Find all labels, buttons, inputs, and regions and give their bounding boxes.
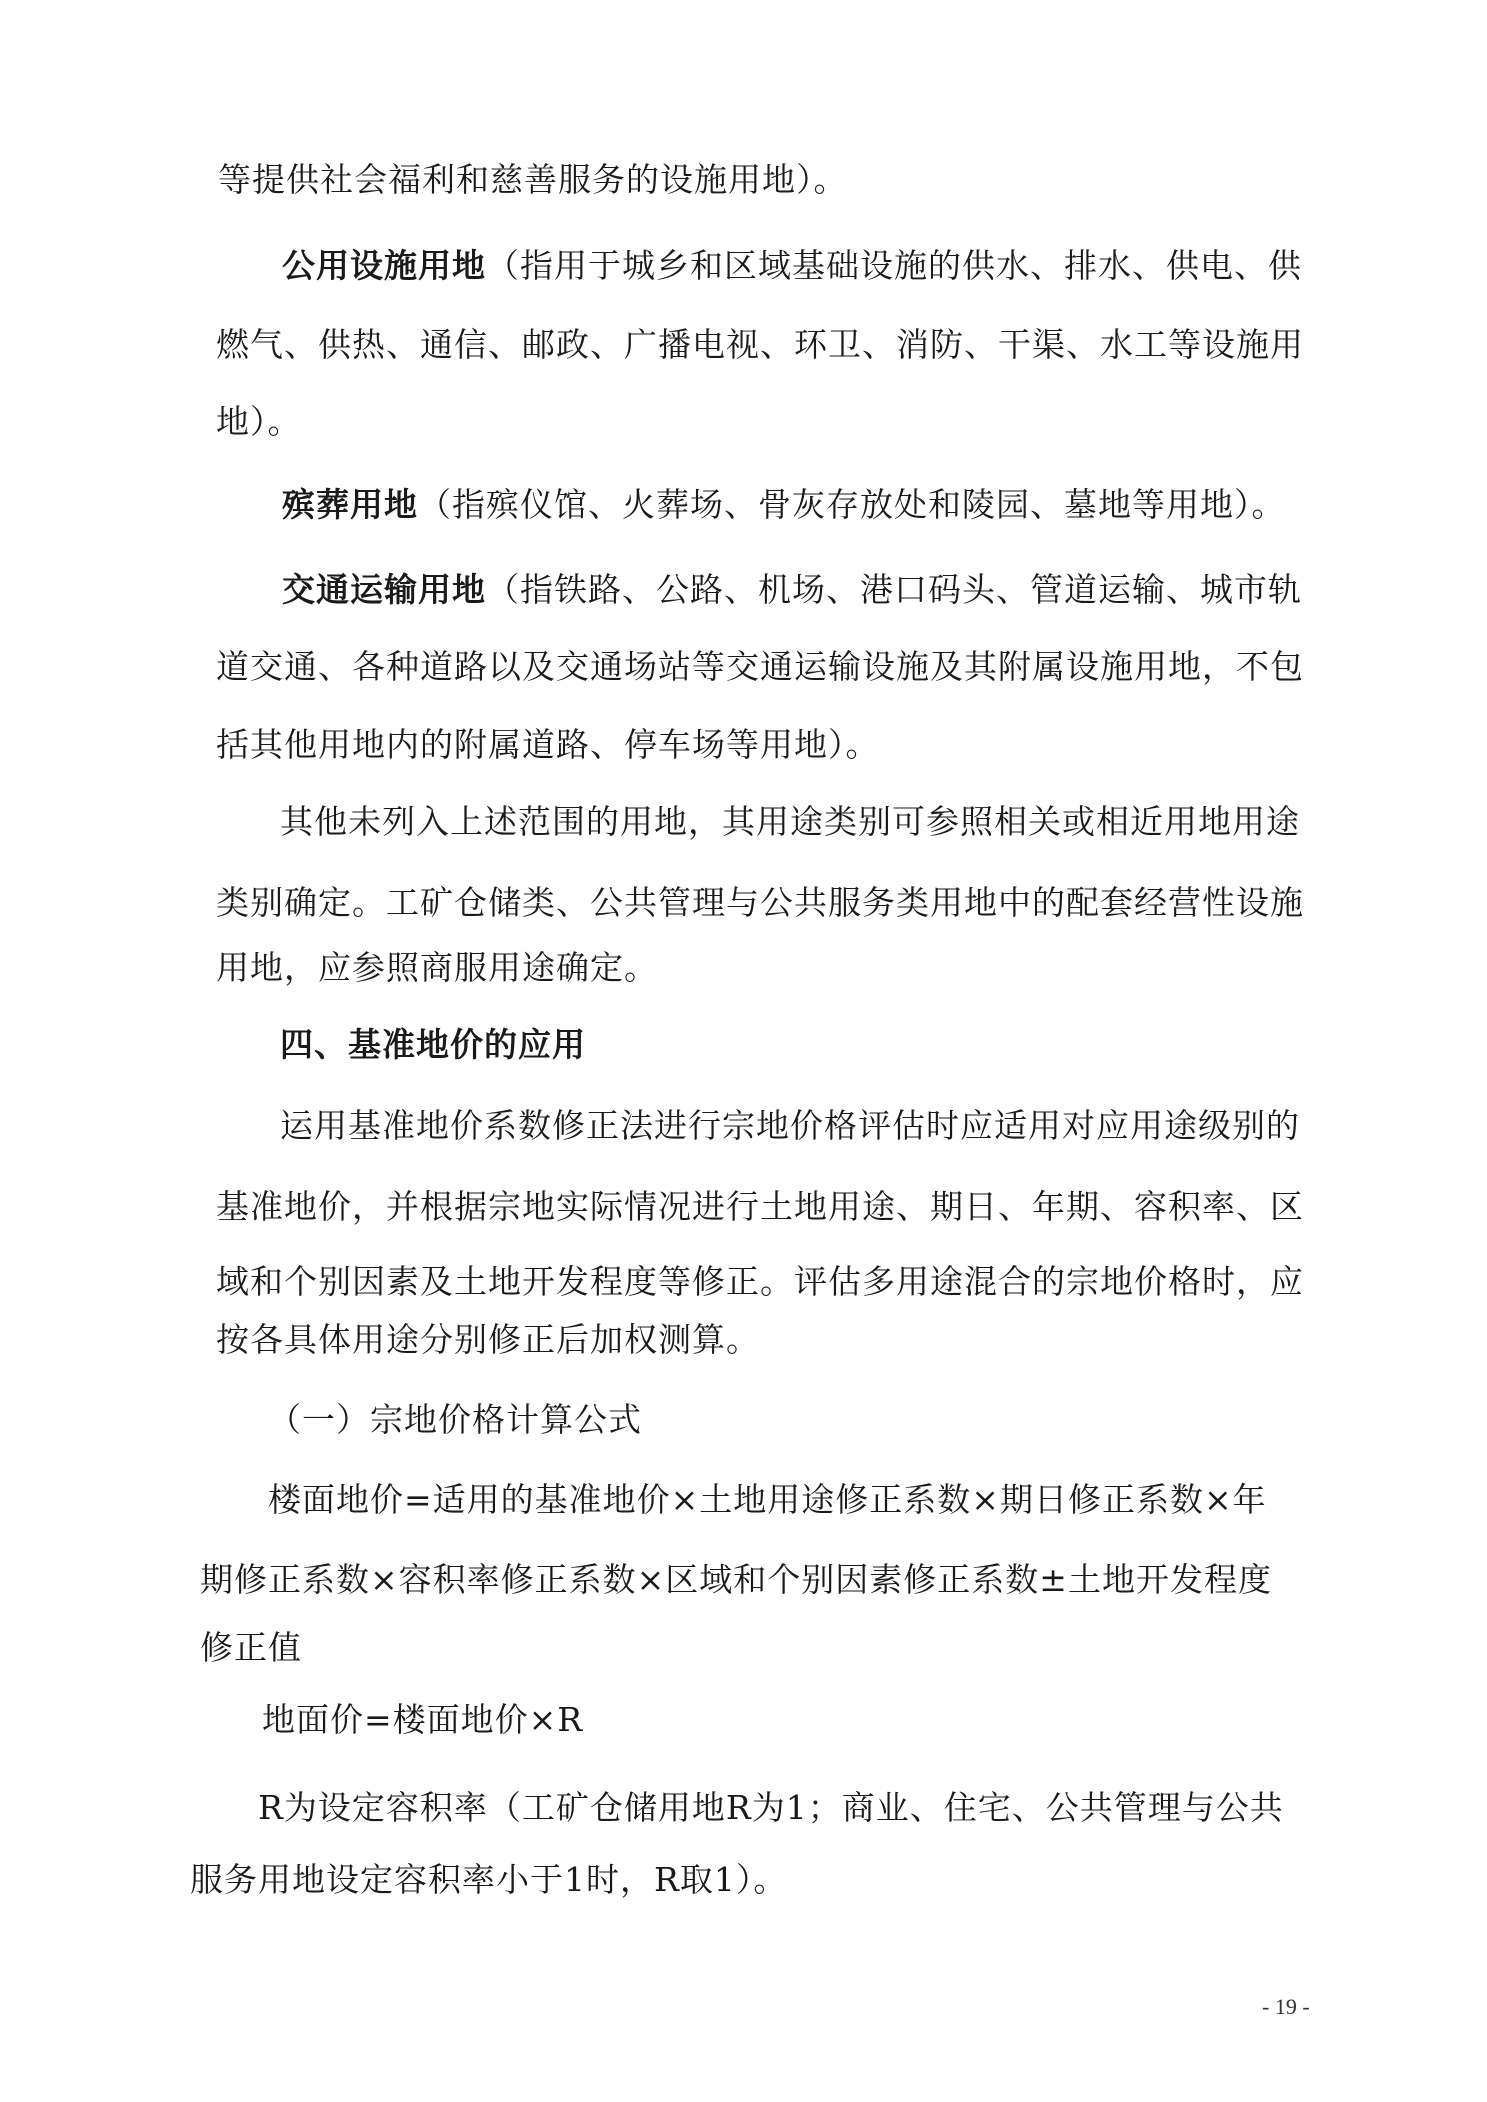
line-text: 期修正系数×容积率修正系数×区域和个别因素修正系数±土地开发程度 <box>200 1560 1272 1599</box>
line-text: 地面价=楼面地价×R <box>262 1700 584 1739</box>
text-line <box>0 557 1487 623</box>
line-text: 域和个别因素及土地开发程度等修正。评估多用途混合的宗地价格时，应 <box>216 1262 1304 1301</box>
text-line <box>0 935 1487 1001</box>
bold-term: 公用设施用地 <box>282 246 486 285</box>
page-number: - 19 - <box>1262 1994 1310 2019</box>
text-line <box>0 1174 1487 1240</box>
line-text: （一）宗地价格计算公式 <box>268 1400 642 1439</box>
text-line <box>0 789 1487 855</box>
text-line <box>0 312 1487 378</box>
line-text: 燃气、供热、通信、邮政、广播电视、环卫、消防、干渠、水工等设施用 <box>216 325 1304 364</box>
text-line <box>0 1387 1487 1453</box>
text-line <box>0 1687 1487 1753</box>
line-text: 用地，应参照商服用途确定。 <box>216 948 658 987</box>
line-text: 按各具体用途分别修正后加权测算。 <box>216 1320 760 1359</box>
line-text: （指殡仪馆、火葬场、骨灰存放处和陵园、墓地等用地）。 <box>418 485 1286 524</box>
line-text: 服务用地设定容积率小于1时，R取1）。 <box>190 1860 788 1899</box>
bold-term: 殡葬用地 <box>282 485 418 524</box>
text-line <box>0 712 1487 778</box>
line-text: 道交通、各种道路以及交通场站等交通运输设施及其附属设施用地，不包 <box>216 647 1304 686</box>
text-line <box>0 1012 1487 1078</box>
line-text: 楼面地价=适用的基准地价×土地用途修正系数×期日修正系数×年 <box>268 1480 1267 1519</box>
line-text: 地）。 <box>216 402 302 441</box>
text-line <box>0 1615 1487 1681</box>
text-line <box>0 147 1487 213</box>
line-text: （指铁路、公路、机场、港口码头、管道运输、城市轨 <box>486 570 1302 609</box>
text-line <box>0 1467 1487 1533</box>
text-line <box>0 1547 1487 1613</box>
text-line <box>0 1249 1487 1315</box>
line-text: 等提供社会福利和慈善服务的设施用地）。 <box>218 160 848 199</box>
line-text: R为设定容积率（工矿仓储用地R为1；商业、住宅、公共管理与公共 <box>258 1788 1284 1827</box>
line-text: 基准地价，并根据宗地实际情况进行土地用途、期日、年期、容积率、区 <box>216 1187 1304 1226</box>
line-text: 其他未列入上述范围的用地，其用途类别可参照相关或相近用地用途 <box>280 802 1300 841</box>
text-line <box>0 389 1487 455</box>
text-line <box>0 870 1487 936</box>
text-line <box>0 1847 1487 1913</box>
text-line <box>0 1307 1487 1373</box>
line-text: （指用于城乡和区域基础设施的供水、排水、供电、供 <box>486 246 1302 285</box>
line-text: 修正值 <box>200 1628 302 1667</box>
line-text: 类别确定。工矿仓储类、公共管理与公共服务类用地中的配套经营性设施 <box>216 883 1304 922</box>
line-text: 运用基准地价系数修正法进行宗地价格评估时应适用对应用途级别的 <box>280 1106 1300 1145</box>
text-line <box>0 634 1487 700</box>
bold-term: 四、基准地价的应用 <box>280 1025 586 1064</box>
line-text: 括其他用地内的附属道路、停车场等用地）。 <box>216 725 880 764</box>
text-line <box>0 472 1487 538</box>
text-line <box>0 1093 1487 1159</box>
bold-term: 交通运输用地 <box>282 570 486 609</box>
text-line <box>0 1775 1487 1841</box>
text-line <box>0 233 1487 299</box>
